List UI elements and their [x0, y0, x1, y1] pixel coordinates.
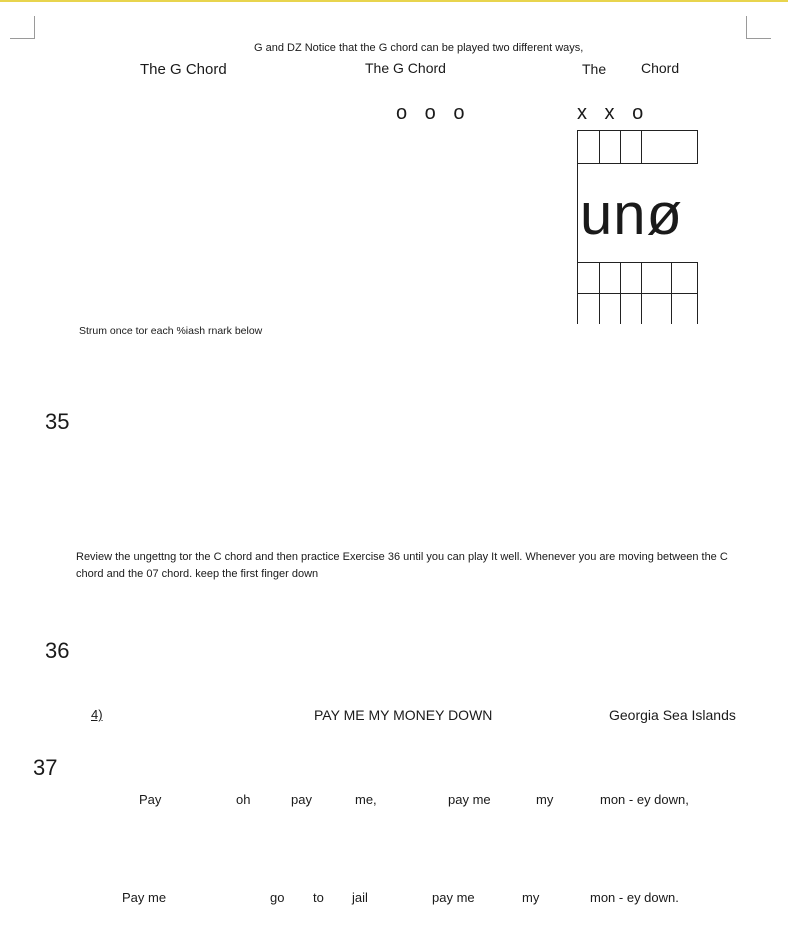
heading-right-chord: Chord: [641, 60, 680, 76]
lyric-word: to: [313, 890, 324, 905]
string-markers-right: x x o: [577, 102, 650, 124]
exercise-number-37: 37: [33, 755, 58, 780]
lyric-word: my: [522, 890, 540, 905]
track-number: 4): [91, 707, 103, 722]
lyric-word: pay me: [448, 792, 491, 807]
exercise-number-35: 35: [45, 409, 70, 434]
open-string-markers-mid: o o o: [396, 102, 471, 124]
lyric-word: my: [536, 792, 554, 807]
lyric-word: me,: [355, 792, 377, 807]
strum-instruction: Strum once tor each %iash rnark below: [79, 325, 263, 337]
lyric-word: go: [270, 890, 285, 905]
lyric-word: oh: [236, 792, 251, 807]
lyric-word: mon - ey down.: [590, 890, 679, 905]
crop-mark-left: [10, 16, 35, 39]
lyric-word: mon - ey down,: [600, 792, 689, 807]
chord-ocr-glyph: unø: [580, 182, 683, 247]
crop-mark-right: [746, 16, 771, 39]
heading-g-chord-mid: The G Chord: [365, 60, 446, 76]
lyric-word: pay me: [432, 890, 475, 905]
heading-g-chord-left: The G Chord: [140, 61, 227, 78]
heading-right-the: The: [582, 61, 607, 77]
page-top-border: [0, 0, 788, 2]
lyric-word: jail: [352, 890, 368, 905]
exercise-number-36: 36: [45, 638, 70, 663]
chord-diagram-grid: [577, 130, 698, 324]
review-paragraph: Review the ungettng tor the C chord and then practice Exercise 36 until you can play It well. Whenever you are moving between the C chord and the 07 chord. keep the first finger down: [76, 551, 728, 580]
lyric-word: Pay: [139, 792, 162, 807]
intro-text: G and DZ Notice that the G chord can be played two different ways,: [254, 42, 584, 54]
lyric-word: Pay me: [122, 890, 167, 905]
song-title: PAY ME MY MONEY DOWN: [314, 707, 493, 723]
song-origin: Georgia Sea Islands: [609, 707, 736, 723]
lyric-word: pay: [291, 792, 312, 807]
